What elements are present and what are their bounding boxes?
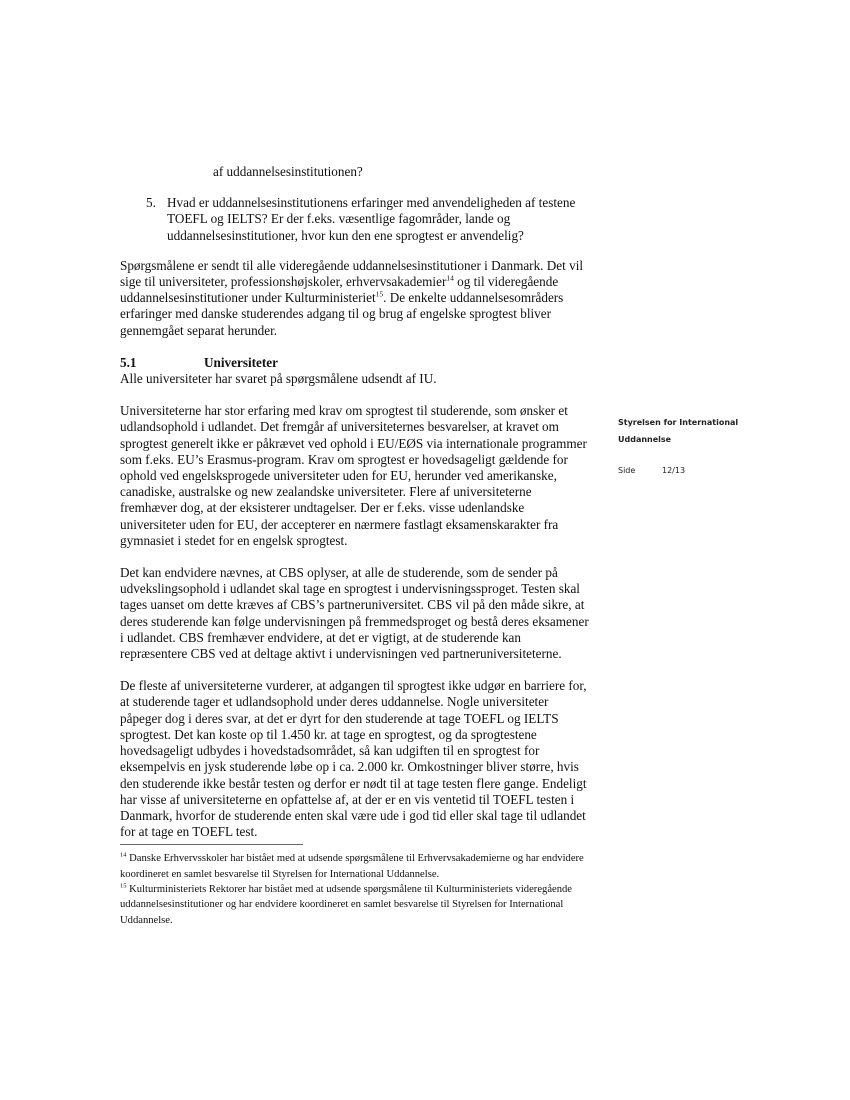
paragraph-cbs: Det kan endvidere nævnes, at CBS oplyser, at alle de studerende, som de sender på udvekslingsophold i udlandet skal tage en sprogtest i undervisningssproget. Testen skal tages uanset om dette kræves af CBS’s partneruniversitet. CBS vil på den måde sikre, at deres studerende kan følge undervisningen på fremmedsproget og bestå deres eksamener i udlandet. CBS fremhæver endvidere, at det er vigtigt, at de studerende kan repræsentere CBS ved at deltage aktivt i undervisningen ved partneruniversiteterne. xyxy=(120,565,589,662)
paragraph-costs: De fleste af universiteterne vurderer, at adgangen til sprogtest ikke udgør en barriere for, at studerende tager et udlandsophold under deres uddannelse. Nogle universiteter påpeger dog i deres svar, at det er dyrt for den studerende at tage TOEFL og IELTS sprogtest. Det kan koste op til 1.450 kr. at tage en sprogtest, og da sprogtestene hovedsageligt udbydes i hovedstadsområdet, så kan udgiften til en sprogtest for eksempelvis en jysk studerende løbe op i ca. 2.000 kr. Omkostninger bliver større, hvis den studerende ikke består testen og derfor er nødt til at tage testen flere gange. Endeligt har visse af universiteterne en opfattelse af, at der er en vis ventetid til TOEFL testen i Danmark, hvorfor de studerende enten skal være ude i god tid eller skal tage til udlandet for at tage en TOEFL test. xyxy=(120,678,587,840)
footnotes xyxy=(120,851,590,927)
footnote-text: Kulturministeriets Rektorer har bistået med at udsende spørgsmålene til Kulturministeriets videregående uddannelsesinstitutioner og har endvidere koordineret en samlet besvarelse til Styrelsen for International Uddannelse. xyxy=(120,883,573,926)
section-number: 5.1 xyxy=(120,354,137,370)
footnote-divider xyxy=(120,844,303,845)
footnote-15 xyxy=(120,882,590,928)
main-text-column xyxy=(120,164,590,928)
footnote-number: 14 xyxy=(120,851,127,859)
list-item xyxy=(120,195,590,244)
section-heading xyxy=(120,355,590,371)
page-value: 12/13 xyxy=(662,466,686,475)
intro-text-part: og til videregående uddannelsesinstitutioner under Kulturministeriet xyxy=(120,274,559,306)
footnote-number: 15 xyxy=(120,882,127,890)
page-number xyxy=(618,465,788,477)
org-name-line2: Uddannelse xyxy=(618,435,672,444)
section-title: Universiteter xyxy=(204,354,278,370)
intro-text-part: . De enkelte uddannelsesområders erfaringer med danske studerendes adgang til og brug af engelske sprogtest bliver gennemgået separat herunder. xyxy=(120,290,564,338)
question-text: Hvad er uddannelsesinstitutionens erfaringer med anvendeligheden af testene TOEFL og IELTS? Er der f.eks. væsentlige fagområder, lande og uddannelsesinstitutioner, hvor kun den ene sprogtest er anvendelig? xyxy=(167,195,576,243)
footnote-ref-14[interactable]: 14 xyxy=(446,273,454,283)
intro-paragraph xyxy=(120,258,590,339)
footnote-text: Danske Erhvervsskoler har bistået med at udsende spørgsmålene til Erhvervsakademierne og har endvidere koordineret en samlet besvarelse til Styrelsen for International Uddannelse. xyxy=(120,853,584,880)
continued-question-line: af uddannelsesinstitutionen? xyxy=(213,164,363,179)
org-name-line1: Styrelsen for International xyxy=(618,418,739,427)
question-list xyxy=(120,195,590,244)
paragraph-requirements: Universiteterne har stor erfaring med krav om sprogtest til studerende, som ønsker et udlandsophold i udlandet. Det fremgår af universiteternes besvarelser, at kravet om sprogtest generelt ikke er påkrævet ved ophold i EU/EØS via internationale programmer som f.eks. EU’s Erasmus-program. Krav om sprogtest er hovedsageligt gældende for ophold ved engelsksprogede universiteter uden for EU, herunder ved amerikanske, canadiske, australske og new zealandske universiteter. Flere af universiteterne fremhæver dog, at der eksisterer undtagelser. Der er f.eks. visse udenlandske universiteter uden for EU, der accepterer en nærmere fastlagt eksamenskarakter fra gymnasiet i stedet for en engelsk sprogtest. xyxy=(120,403,587,548)
intro-text-part: Spørgsmålene er sendt til alle videregående uddannelsesinstitutioner i Danmark. Det vil sige til universiteter, professionshøjskoler, erhvervsakademier xyxy=(120,257,584,290)
page-sidebar xyxy=(618,414,788,477)
question-number: 5. xyxy=(146,195,156,211)
footnote-ref-15[interactable]: 15 xyxy=(375,289,384,299)
section-lead: Alle universiteter har svaret på spørgsmålene udsendt af IU. xyxy=(120,371,437,387)
footnote-14 xyxy=(120,851,590,882)
page-label: Side xyxy=(618,466,636,475)
